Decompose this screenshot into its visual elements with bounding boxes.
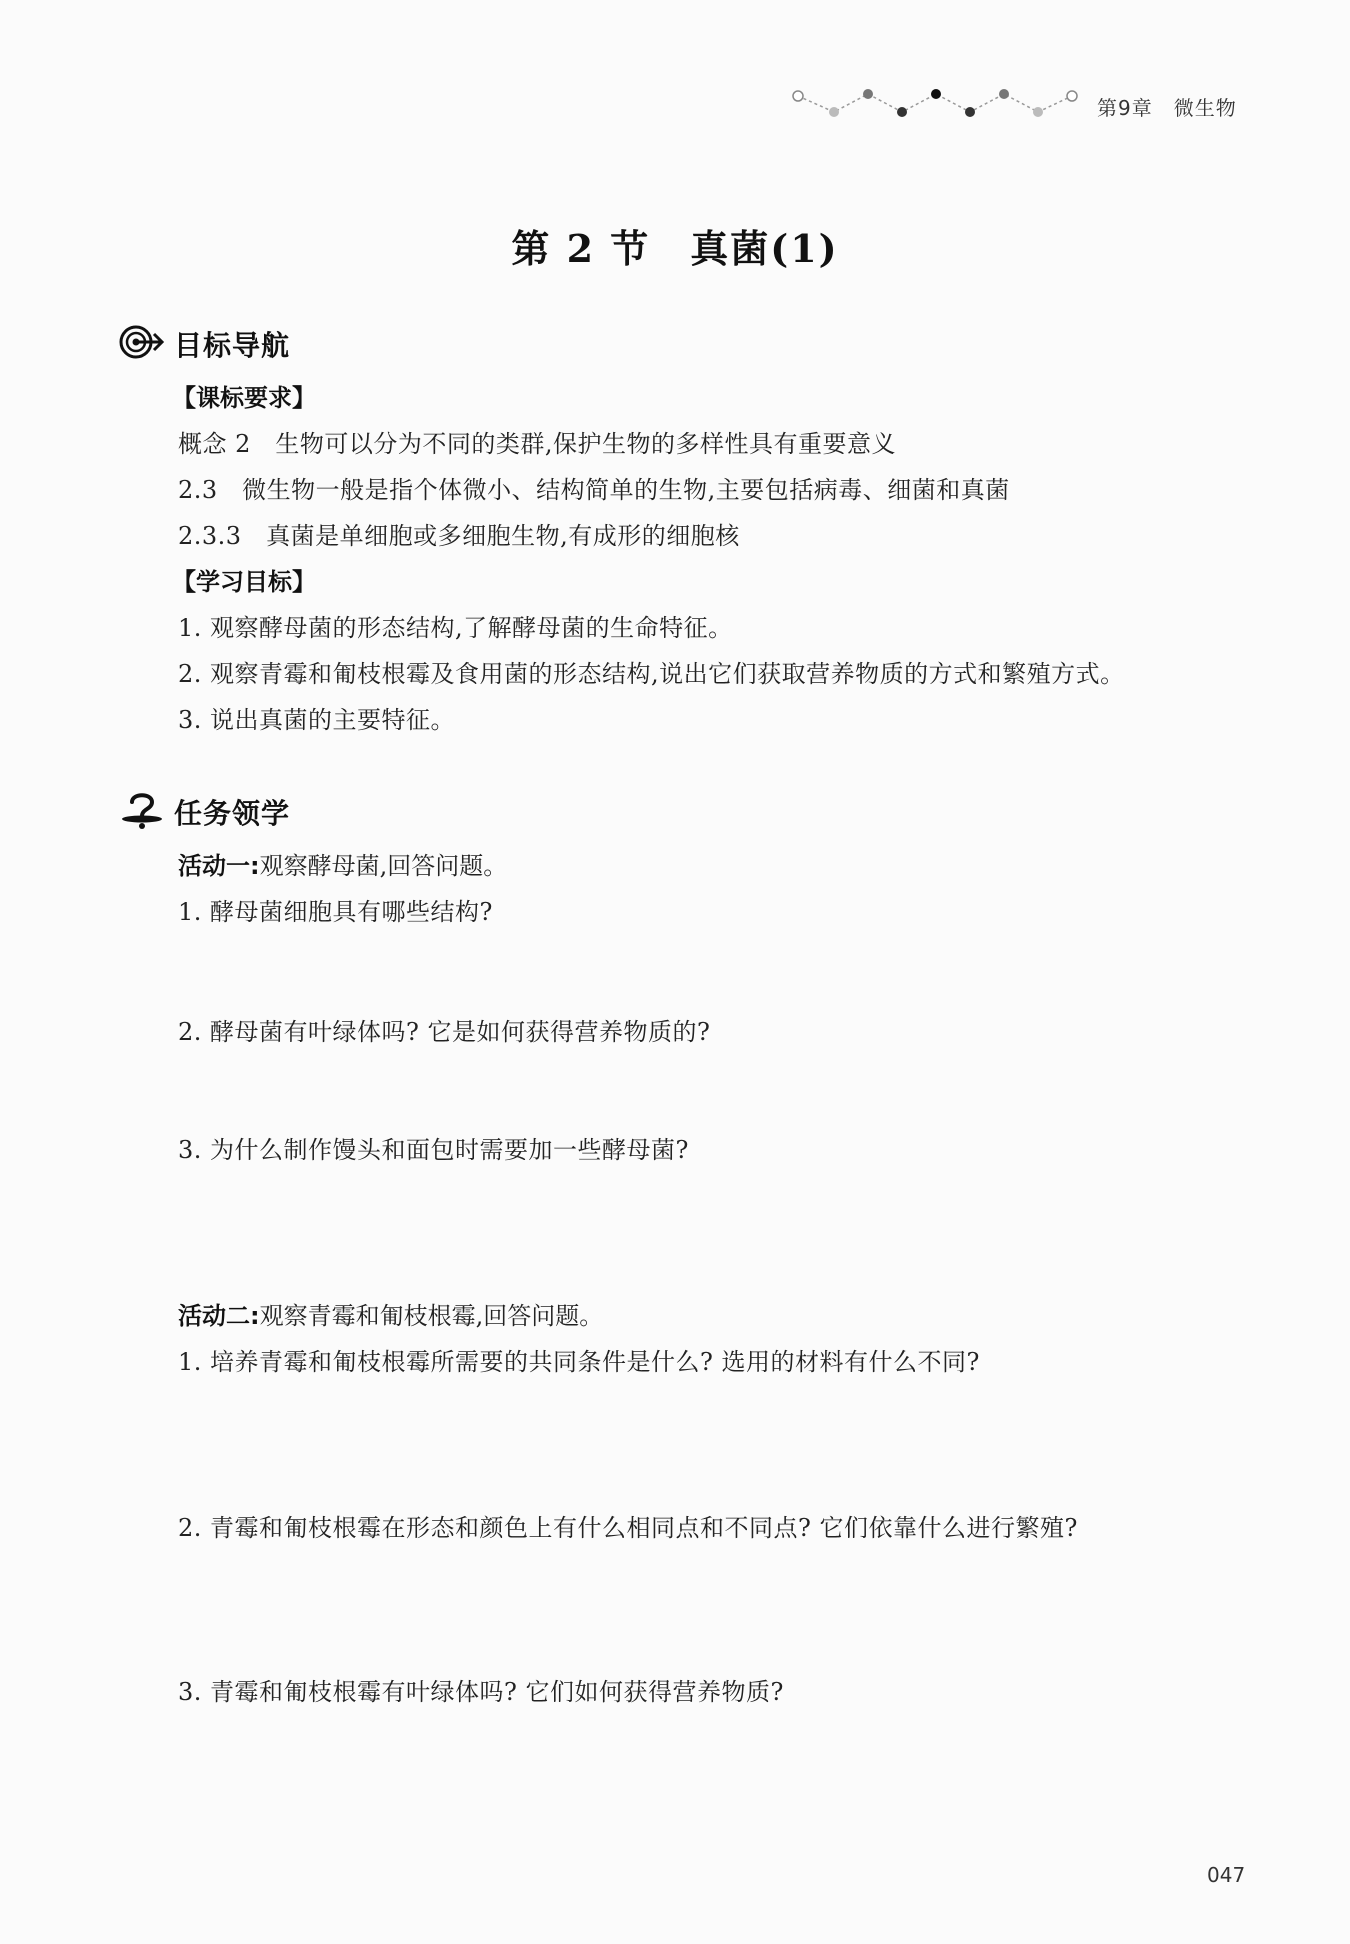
- question-icon: [118, 790, 166, 834]
- question-item: 1. 酵母菌细胞具有哪些结构?: [178, 898, 493, 926]
- activity-two: [178, 1296, 603, 1331]
- activity-one-label: 活动一:: [178, 852, 260, 880]
- chapter-label: 第9章 微生物: [1097, 96, 1237, 120]
- question-item: 3. 为什么制作馒头和面包时需要加一些酵母菌?: [178, 1136, 689, 1164]
- activity-two-text: 观察青霉和匍枝根霉,回答问题。: [259, 1302, 604, 1330]
- section-title: 第 2 节 真菌(1): [511, 226, 839, 271]
- activity-one: [178, 846, 507, 881]
- curriculum-item: 2.3 微生物一般是指个体微小、结构简单的生物,主要包括病毒、细菌和真菌: [178, 476, 1010, 504]
- page-number: 047: [1207, 1863, 1246, 1887]
- question-item: 1. 培养青霉和匍枝根霉所需要的共同条件是什么? 选用的材料有什么不同?: [178, 1348, 980, 1376]
- objective-item: 2. 观察青霉和匍枝根霉及食用菌的形态结构,说出它们获取营养物质的方式和繁殖方式。: [178, 660, 1125, 688]
- curriculum-item: 2.3.3 真菌是单细胞或多细胞生物,有成形的细胞核: [178, 522, 740, 550]
- goals-section-heading: [118, 322, 290, 366]
- question-item: 2. 酵母菌有叶绿体吗? 它是如何获得营养物质的?: [178, 1018, 711, 1046]
- activity-two-label: 活动二:: [178, 1302, 260, 1330]
- curriculum-heading: 【课标要求】: [172, 384, 316, 412]
- tasks-section-heading: [118, 790, 290, 834]
- objectives-heading: 【学习目标】: [172, 568, 316, 596]
- question-item: 3. 青霉和匍枝根霉有叶绿体吗? 它们如何获得营养物质?: [178, 1678, 784, 1706]
- tasks-heading: 任务领学: [174, 797, 291, 830]
- objective-item: 3. 说出真菌的主要特征。: [178, 706, 456, 734]
- objective-item: 1. 观察酵母菌的形态结构,了解酵母菌的生命特征。: [178, 614, 733, 642]
- question-item: 2. 青霉和匍枝根霉在形态和颜色上有什么相同点和不同点? 它们依靠什么进行繁殖?: [178, 1514, 1078, 1542]
- dotted-wave-decoration: [790, 86, 1080, 122]
- curriculum-item: 概念 2 生物可以分为不同的类群,保护生物的多样性具有重要意义: [178, 430, 897, 458]
- activity-one-text: 观察酵母菌,回答问题。: [259, 852, 508, 880]
- target-icon: [118, 322, 166, 366]
- goals-heading: 目标导航: [174, 329, 291, 362]
